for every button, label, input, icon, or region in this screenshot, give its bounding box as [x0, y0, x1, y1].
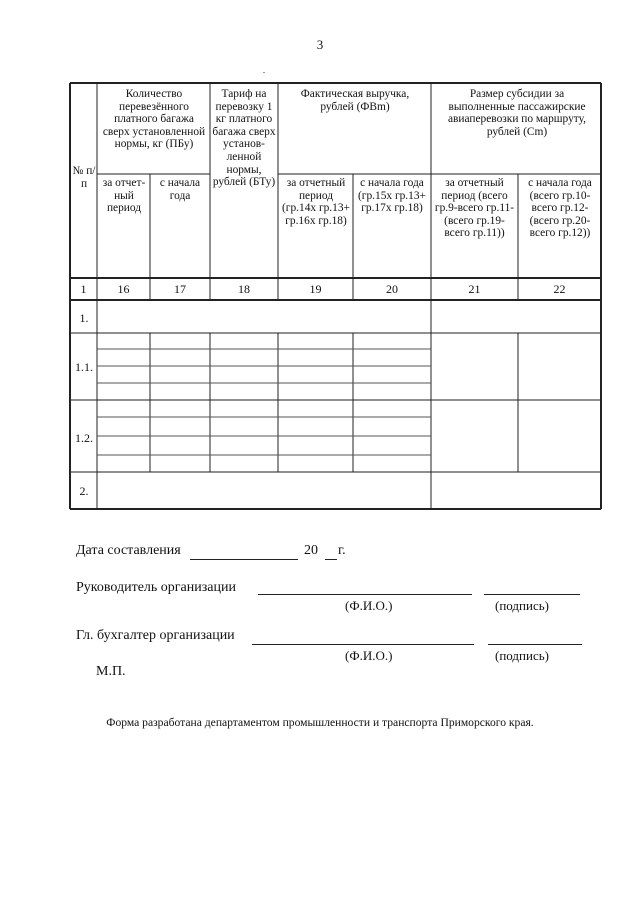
column-number: 19: [309, 282, 322, 296]
subsidy-ytd-header: с начала года (всего гр.10-всего гр.12-(всего гр.20-всего гр.12)): [528, 177, 592, 240]
accountant-fio-blank[interactable]: [252, 644, 474, 645]
baggage-header: Количество перевезённого платного багажа сверх установленной нормы, кг (ПБу): [102, 88, 206, 151]
accountant-fio-caption: (Ф.И.О.): [345, 648, 393, 663]
revenue-ytd-header: с начала года (гр.15х гр.13+ гр.17х гр.18): [358, 177, 426, 215]
column-number: 16: [117, 282, 130, 296]
head-label: Руководитель организации: [76, 580, 236, 595]
head-signature-blank[interactable]: [484, 594, 580, 595]
year-blank[interactable]: [325, 559, 337, 560]
revenue-header: Фактическая выручка, рублей (ФВm): [300, 88, 410, 113]
date-blank[interactable]: [190, 559, 298, 560]
chief-accountant-label: Гл. бухгалтер организации: [76, 628, 235, 643]
accountant-signature-blank[interactable]: [488, 644, 582, 645]
column-number: 1: [80, 282, 87, 296]
head-fio-blank[interactable]: [258, 594, 472, 595]
head-fio-caption: (Ф.И.О.): [345, 598, 393, 613]
row-label: 2.: [79, 484, 89, 498]
head-signature-caption: (подпись): [495, 598, 549, 613]
date-label: Дата составления: [76, 543, 181, 558]
date-year: 20: [304, 543, 318, 558]
date-year-suffix: г.: [338, 543, 346, 558]
column-number: 21: [468, 282, 481, 296]
tariff-header: Тариф на перевозку 1 кг платного багажа сверх установ-ленной нормы, рублей (БТу): [212, 88, 276, 189]
accountant-signature-caption: (подпись): [495, 648, 549, 663]
subsidy-period-header: за отчетный период (всего гр.9-всего гр.11-(всего гр.19-всего гр.11)): [434, 177, 515, 240]
row-label: 1.2.: [75, 431, 93, 445]
column-number: 22: [553, 282, 566, 296]
column-number: 18: [238, 282, 250, 296]
footer-note: Форма разработана департаментом промышленности и транспорта Приморского края.: [106, 716, 534, 729]
seal-mark: М.П.: [96, 664, 126, 679]
col-no-header: № п/п: [72, 165, 96, 190]
page-number: 3: [316, 37, 324, 52]
subsidy-header: Размер субсидии за выполненные пассажирские авиаперевозки по маршруту, рублей (Cm): [447, 88, 587, 138]
column-number: 17: [174, 282, 186, 296]
baggage-ytd-header: с начала года: [159, 177, 201, 202]
revenue-period-header: за отчетный период (гр.14х гр.13+ гр.16х гр.18): [282, 177, 350, 227]
row-label: 1.1.: [75, 360, 93, 374]
column-number: 20: [386, 282, 398, 296]
row-label: 1.: [79, 311, 89, 325]
baggage-period-header: за отчет-ный период: [102, 177, 146, 215]
